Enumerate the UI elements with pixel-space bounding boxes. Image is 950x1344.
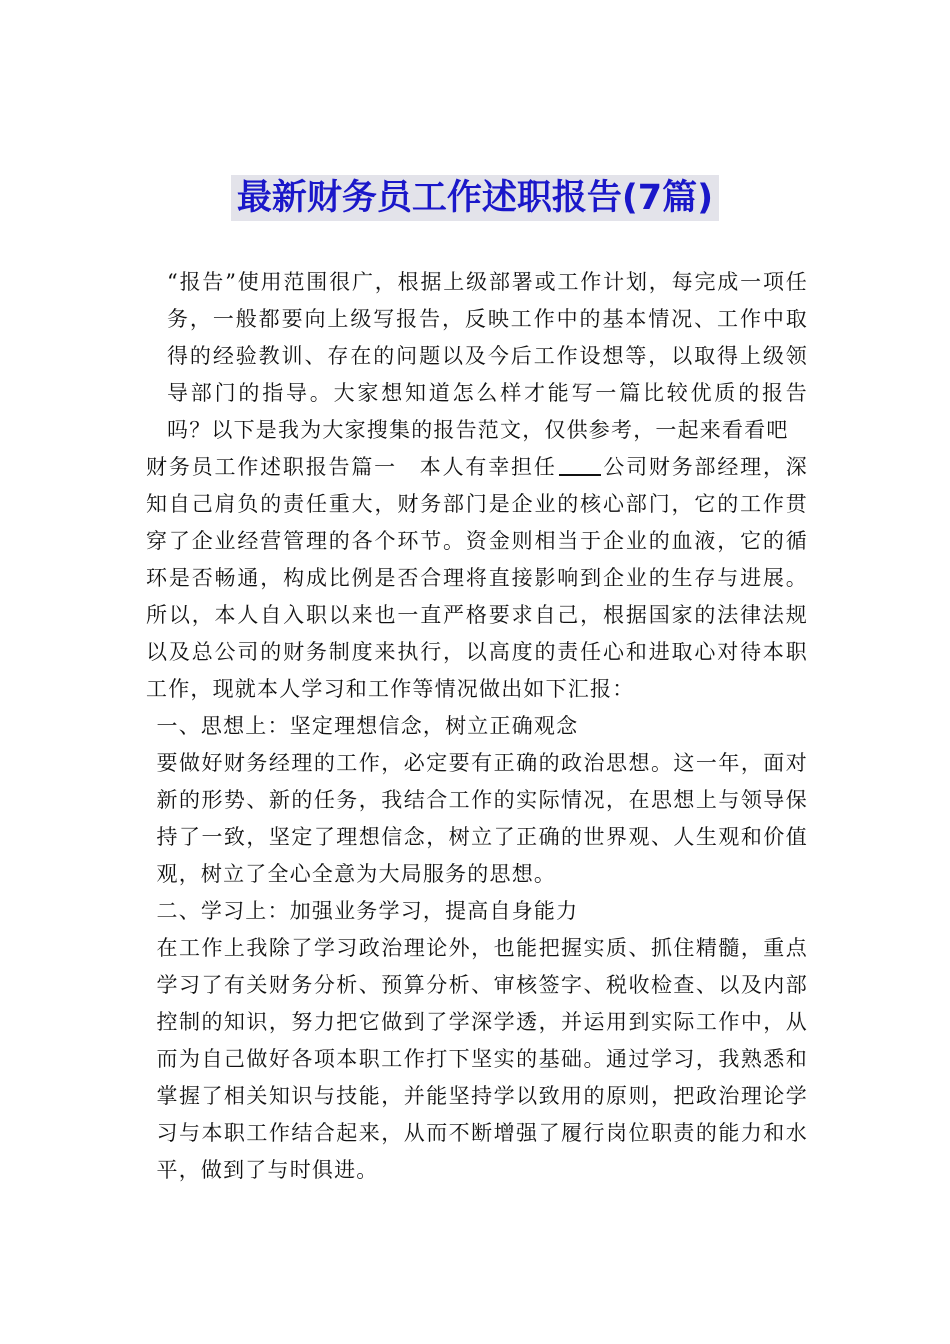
document-body [146,264,808,1189]
paragraph-1: 要做好财务经理的工作，必定要有正确的政治思想。这一年，面对新的形势、新的任务，我结合工作的实际情况，在思想上与领导保持了一致，坚定了理想信念，树立了正确的世界观、人生观和价值观，树立了全心全意为大局服务的思想。 [156,751,808,886]
section1-text: 公司财务部经理，深知自己肩负的责任重大，财务部门是企业的核心部门，它的工作贯穿了企业经营管理的各个环节。资金则相当于企业的血液，它的循环是否畅通，构成比例是否合理将直接影响到企业的生存与进展。所以，本人自入职以来也一直严格要求自己，根据国家的法律法规以及总公司的财务制度来执行，以高度的责任心和进取心对待本职工作，现就本人学习和工作等情况做出如下汇报： [146,455,808,701]
paragraph-2: 在工作上我除了学习政治理论外，也能把握实质、抓住精髓，重点学习了有关财务分析、预算分析、审核签字、税收检查、以及内部控制的知识，努力把它做到了学深学透，并运用到实际工作中，从而为自己做好各项本职工作打下坚实的基础。通过学习，我熟悉和掌握了相关知识与技能，并能坚持学以致用的原则，把政治理论学习与本职工作结合起来，从而不断增强了履行岗位职责的能力和水平，做到了与时俱进。 [156,936,808,1182]
section1-lead: 财务员工作述职报告篇一 本人有幸担任 [146,455,557,479]
document-title: 最新财务员工作述职报告(7篇) [231,175,719,221]
blank-underline [559,453,601,476]
heading-1: 一、思想上：坚定理想信念，树立正确观念 [156,714,579,738]
section1-paragraph [146,449,808,708]
title-container [0,175,950,221]
intro-paragraph: “报告”使用范围很广，根据上级部署或工作计划，每完成一项任务，一般都要向上级写报告，反映工作中的基本情况、工作中取得的经验教训、存在的问题以及今后工作设想等，以取得上级领导部门的指导。大家想知道怎么样才能写一篇比较优质的报告吗？以下是我为大家搜集的报告范文，仅供参考，一起来看看吧 [167,270,808,442]
heading-2: 二、学习上：加强业务学习，提高自身能力 [156,899,579,923]
